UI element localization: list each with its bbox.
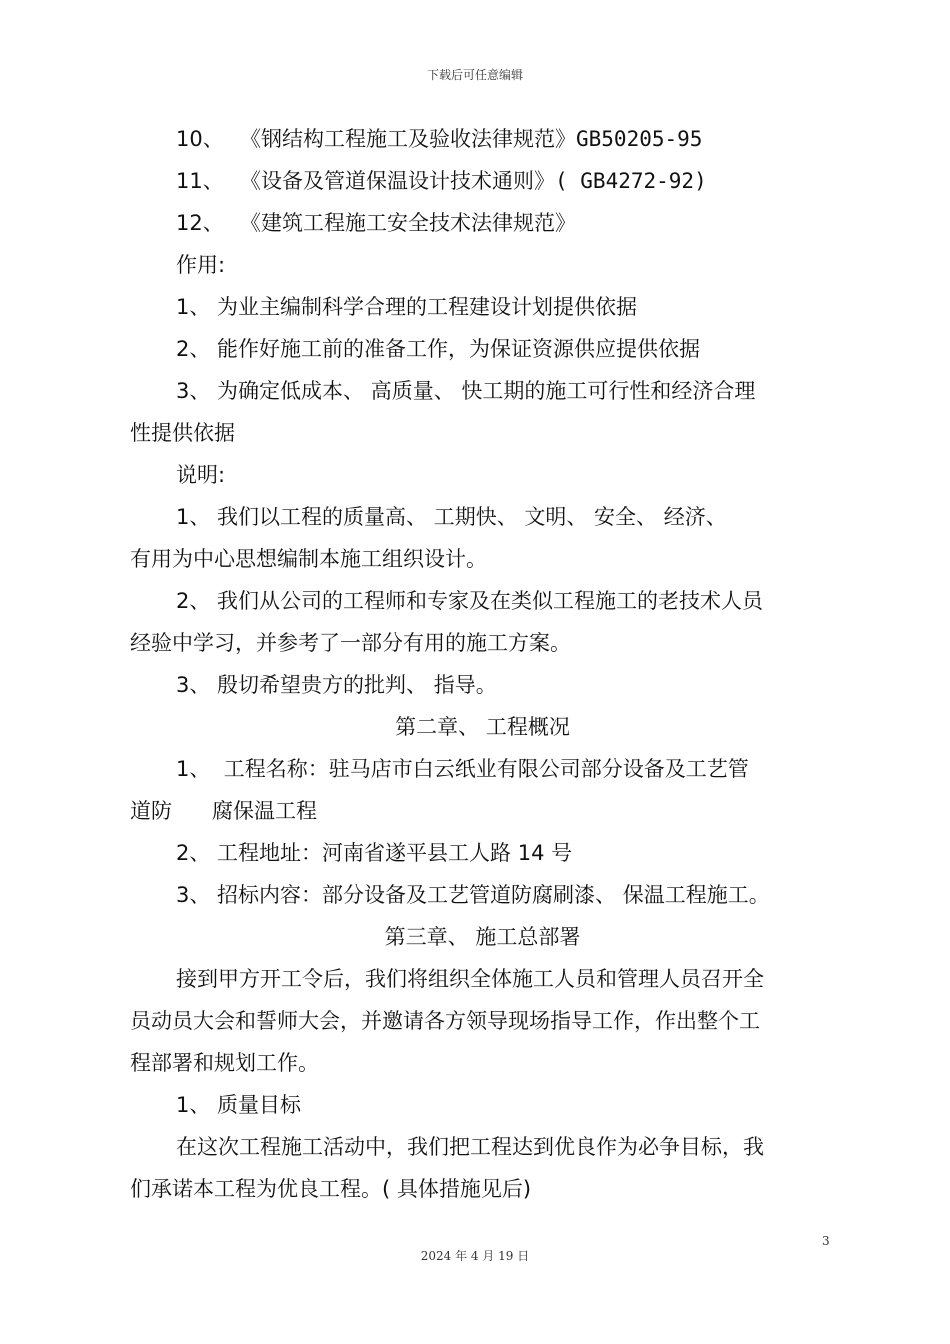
- ch2-item-1-line1: 1、 工程名称：驻马店市白云纸业有限公司部分设备及工艺管: [176, 757, 749, 781]
- purpose-item-1: 1、 为业主编制科学合理的工程建设计划提供依据: [176, 295, 638, 319]
- document-body: [130, 118, 835, 1210]
- note-heading: 说明:: [176, 463, 226, 487]
- purpose-heading: 作用:: [176, 253, 226, 277]
- purpose-item-2: 2、 能作好施工前的准备工作，为保证资源供应提供依据: [176, 337, 701, 361]
- ch3-paragraph-line3: 程部署和规划工作。: [130, 1051, 319, 1075]
- ch3-paragraph-line2: 员动员大会和誓师大会，并邀请各方领导现场指导工作，作出整个工: [130, 1009, 760, 1033]
- note-item-3: 3、 殷切希望贵方的批判、 指导。: [176, 673, 497, 697]
- page-header: 下载后可任意编辑: [426, 68, 523, 82]
- purpose-item-3-line2: 性提供依据: [130, 421, 235, 445]
- quality-paragraph-line1: 在这次工程施工活动中，我们把工程达到优良作为必争目标，我: [176, 1135, 764, 1159]
- note-item-2-line2: 经验中学习，并参考了一部分有用的施工方案。: [130, 631, 571, 655]
- reference-item-11: 11、 《设备及管道保温设计技术通则》( GB4272-92): [176, 169, 707, 193]
- reference-item-12: 12、 《建筑工程施工安全技术法律规范》: [176, 211, 576, 235]
- note-item-1-line2: 有用为中心思想编制本施工组织设计。: [130, 547, 487, 571]
- ch3-paragraph-line1: 接到甲方开工令后，我们将组织全体施工人员和管理人员召开全: [176, 967, 764, 991]
- quality-paragraph-line2: 们承诺本工程为优良工程。( 具体措施见后): [130, 1177, 532, 1201]
- ch2-item-2: 2、 工程地址：河南省遂平县工人路 14 号: [176, 841, 573, 865]
- page-number: 3: [822, 1234, 830, 1248]
- purpose-item-3-line1: 3、 为确定低成本、 高质量、 快工期的施工可行性和经济合理: [176, 379, 756, 403]
- ch2-item-3: 3、 招标内容：部分设备及工艺管道防腐刷漆、 保温工程施工。: [176, 883, 770, 907]
- chapter-3-title: 第三章、 施工总部署: [384, 925, 581, 949]
- note-item-2-line1: 2、 我们从公司的工程师和专家及在类似工程施工的老技术人员: [176, 589, 764, 613]
- note-item-1-line1: 1、 我们以工程的质量高、 工期快、 文明、 安全、 经济、: [176, 505, 727, 529]
- footer-date: 2024 年 4 月 19 日: [420, 1249, 530, 1263]
- reference-item-10: 10、 《钢结构工程施工及验收法律规范》GB50205-95: [176, 127, 703, 151]
- chapter-2-title: 第二章、 工程概况: [395, 715, 570, 739]
- quality-heading: 1、 质量目标: [176, 1093, 302, 1117]
- ch2-item-1-line2: 道防 腐保温工程: [130, 799, 318, 823]
